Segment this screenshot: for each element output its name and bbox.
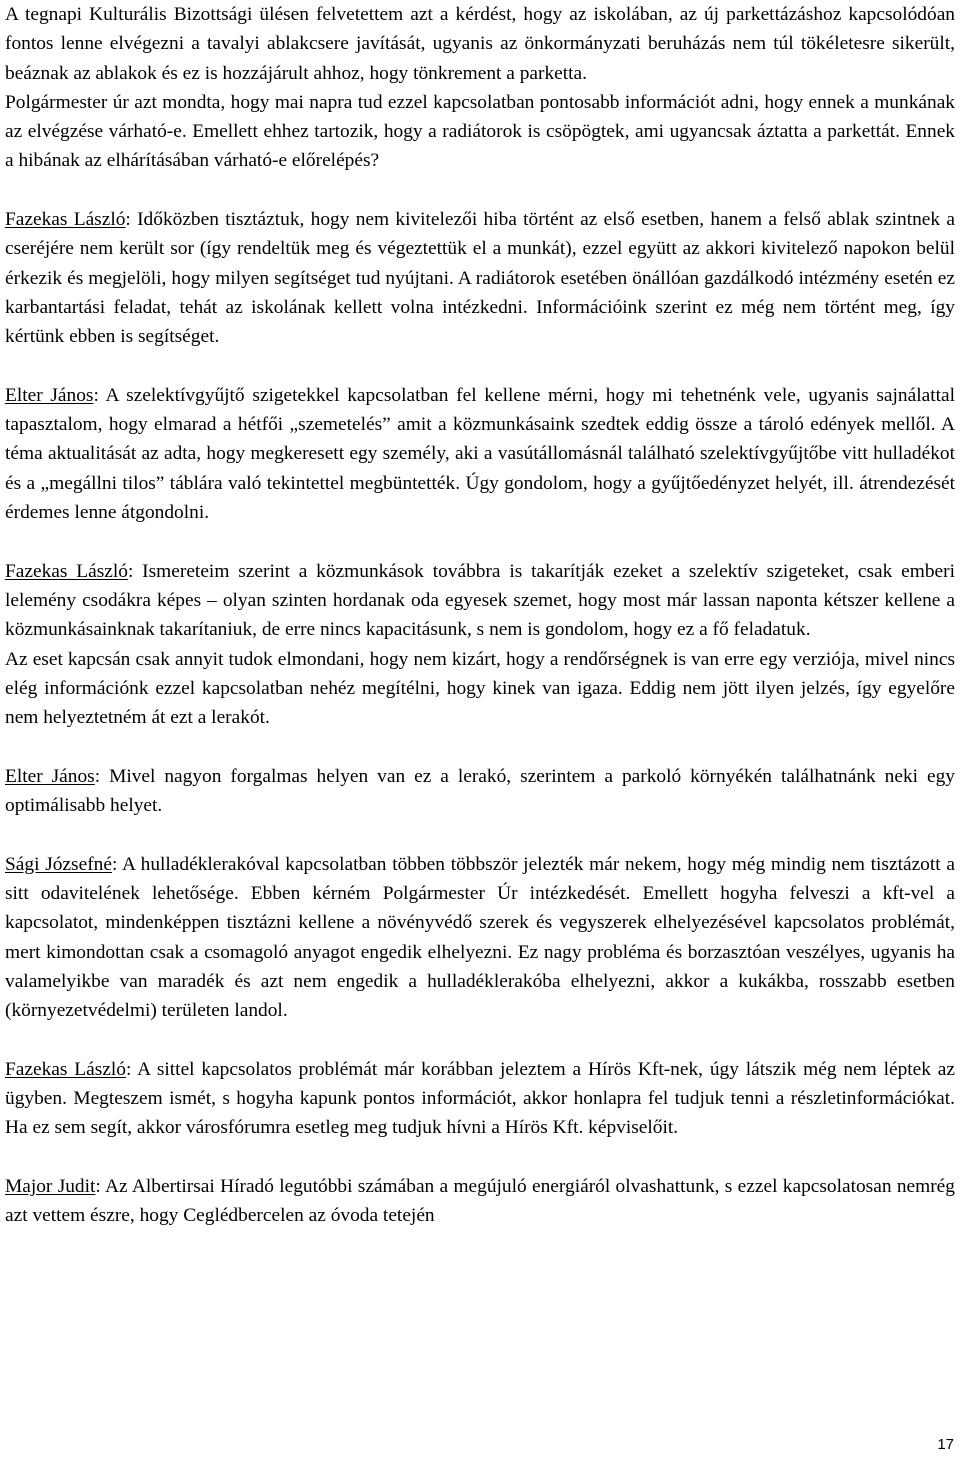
paragraph-3 [5, 205, 955, 351]
paragraph-5 [5, 557, 955, 645]
paragraph-text: : Időközben tisztáztuk, hogy nem kivitelezői hiba történt az első esetben, hanem a felső ablak szintnek a cseréjére nem került sor (így rendeltük meg és végeztettük el a munkát), ezzel együtt az akkori kivitelező napokon belül érkezik és megjelöli, hogy milyen segítséget tud nyújtani. A radiátorok esetében önállóan gazdálkodó intézmény esetén ez karbantartási feladat, tehát az iskolának kellett volna intézkedni. Információink szerint ez még nem történt meg, így kértünk ebben is segítséget. [5, 209, 955, 348]
paragraph-text: : A szelektívgyűjtő szigetekkel kapcsolatban fel kellene mérni, hogy mi tehetnénk vele, ugyanis sajnálattal tapasztalom, hogy elmarad a hétfői „szemetelés” amit a közmunkásaink szedtek eddig össze a tároló edények mellől. A téma aktualitását az adta, hogy megkeresett egy személy, aki a vasútállomásnál található szelektívgyűjtőbe vitt hulladékot és a „megállni tilos” táblára való tekintettel megbüntették. Úgy gondolom, hogy a gyűjtőedényzet helyét, ill. átrendezését érdemes lenne átgondolni. [5, 384, 955, 524]
paragraph-2 [5, 88, 955, 176]
speaker-name: Major Judit [5, 1175, 96, 1197]
document-page [5, 0, 955, 1230]
paragraph-text: Az eset kapcsán csak annyit tudok elmondani, hogy nem kizárt, hogy a rendőrségnek is van erre egy verziója, mivel nincs elég információnk ezzel kapcsolatban nehéz megítélni, hogy kinek van igaza. Eddig nem jött ilyen jelzés, így egyelőre nem helyeztetném át ezt a lerakót. [5, 648, 955, 729]
paragraph-text: : Ismereteim szerint a közmunkások továbbra is takarítják ezeket a szelektív szigeteket, csak emberi lelemény csodákra képes – olyan szinten hordanak oda egyesek szemet, hogy most már lassan naponta kétszer kellene a közmunkásainknak takarítaniuk, de erre nincs kapacitásunk, s nem is gondolom, hogy ez a fő feladatuk. [5, 560, 955, 641]
speaker-name: Fazekas László [5, 560, 128, 582]
paragraph-text: A tegnapi Kulturális Bizottsági ülésen felvetettem azt a kérdést, hogy az iskolában, az új parkettázáshoz kapcsolódóan fontos lenne elvégezni a tavalyi ablakcsere javítását, ugyanis az önkormányzati beruházás nem túl tökéletesre sikerült, beáznak az ablakok és ez is hozzájárult ahhoz, hogy tönkrement a parketta. [5, 4, 955, 84]
paragraph-6 [5, 645, 955, 733]
page-number: 17 [937, 1436, 954, 1453]
paragraph-8 [5, 850, 955, 1026]
speaker-name: Sági Józsefné [5, 853, 112, 875]
paragraph-7 [5, 762, 955, 821]
paragraph-text: : Mivel nagyon forgalmas helyen van ez a lerakó, szerintem a parkoló környékén találhatnánk neki egy optimálisabb helyet. [5, 765, 955, 817]
paragraph-text: : A sittel kapcsolatos problémát már korábban jeleztem a Hírös Kft-nek, úgy látszik még nem léptek az ügyben. Megteszem ismét, s hogyha kapunk pontos információt, akkor honlapra fel tudjuk tenni a részletinformációkat. Ha ez sem segít, akkor városfórumra esetleg meg tudjuk hívni a Hírös Kft. képviselőit. [5, 1058, 955, 1139]
speaker-name: Elter János [5, 384, 94, 406]
speaker-name: Fazekas László [5, 209, 126, 231]
speaker-name: Elter János [5, 765, 95, 787]
speaker-name: Fazekas László [5, 1058, 126, 1080]
paragraph-4 [5, 381, 955, 527]
paragraph-9 [5, 1055, 955, 1143]
paragraph-10 [5, 1172, 955, 1231]
paragraph-1 [5, 0, 955, 88]
paragraph-text: Polgármester úr azt mondta, hogy mai napra tud ezzel kapcsolatban pontosabb információt adni, hogy ennek a munkának az elvégzése várható-e. Emellett ehhez tartozik, hogy a radiátorok is csöpögtek, ami ugyancsak áztatta a parkettát. Ennek a hibának az elhárításában várható-e előrelépés? [5, 91, 955, 172]
paragraph-text: : A hulladéklerakóval kapcsolatban többen többször jelezték már nekem, hogy még mindig nem tisztázott a sitt odavitelének lehetősége. Ebben kérném Polgármester Úr intézkedését. Emellett hogyha felveszi a kft-vel a kapcsolatot, mindenképpen tisztázni kellene a növényvédő szerek és vegyszerek elhelyezésével kapcsolatos problémát, mert kimondottan csak a csomagoló anyagot engedik elhelyezni. Ez nagy probléma és borzasztóan veszélyes, ugyanis ha valamelyikbe van maradék és azt nem engedik a hulladéklerakóba elhelyezni, akkor a kukákba, rosszabb esetben (környezetvédelmi) területen landol. [5, 853, 955, 1022]
paragraph-text: : Az Albertirsai Híradó legutóbbi számában a megújuló energiáról olvashattunk, s ezzel kapcsolatosan nemrég azt vettem észre, hogy Ceglédbercelen az óvoda tetején [5, 1175, 955, 1227]
